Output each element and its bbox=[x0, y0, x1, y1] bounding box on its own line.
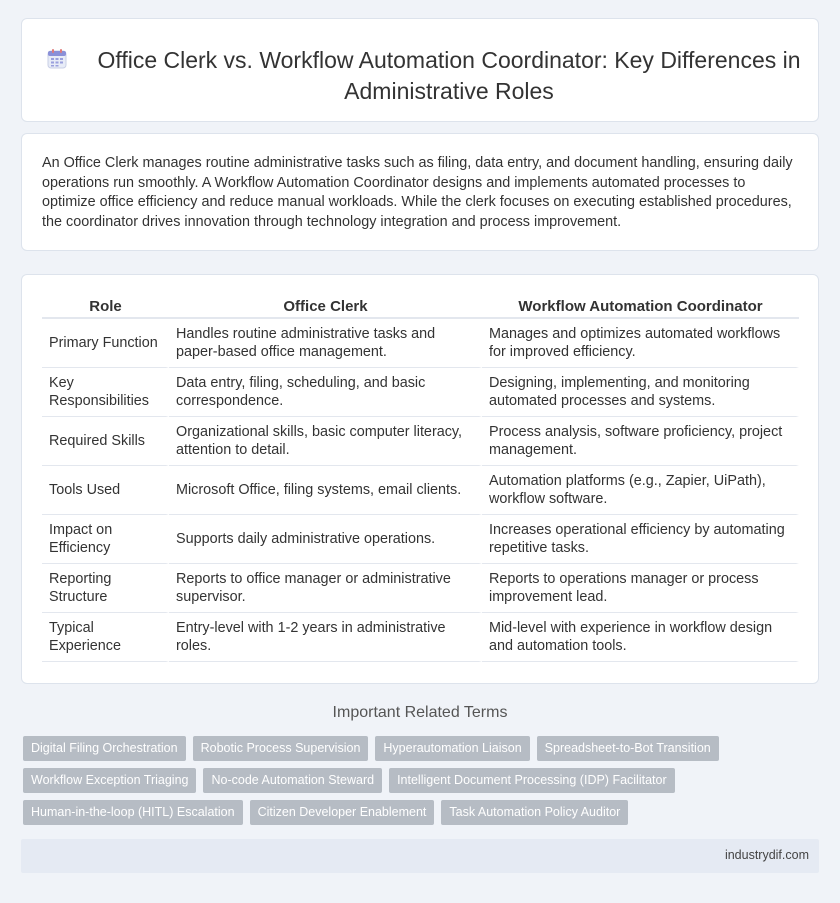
row-label: Impact on Efficiency bbox=[42, 515, 169, 564]
term-tag[interactable]: Hyperautomation Liaison bbox=[375, 736, 529, 761]
coordinator-cell: Increases operational efficiency by automating repetitive tasks. bbox=[482, 515, 799, 564]
term-tag[interactable]: Task Automation Policy Auditor bbox=[441, 800, 628, 825]
coordinator-cell: Automation platforms (e.g., Zapier, UiPath), workflow software. bbox=[482, 466, 799, 515]
term-tag[interactable]: Citizen Developer Enablement bbox=[250, 800, 435, 825]
term-tag[interactable]: Intelligent Document Processing (IDP) Facilitator bbox=[389, 768, 675, 793]
table-row bbox=[42, 613, 799, 662]
page-title: Office Clerk vs. Workflow Automation Coordinator: Key Differences in Administrative Roles bbox=[97, 47, 801, 104]
intro-paragraph: An Office Clerk manages routine administrative tasks such as filing, data entry, and document handling, ensuring daily operations run smoothly. A Workflow Automation Coordinator designs and implements automated processes to optimize office efficiency and reduce manual workloads. While the clerk focuses on executing established procedures, the coordinator drives innovation through technology integration and process improvement. bbox=[42, 155, 793, 230]
row-label: Typical Experience bbox=[42, 613, 169, 662]
coordinator-cell: Process analysis, software proficiency, project management. bbox=[482, 417, 799, 466]
header-office-clerk: Office Clerk bbox=[169, 295, 482, 319]
table-row bbox=[42, 319, 799, 368]
comparison-table bbox=[42, 295, 799, 662]
term-row bbox=[23, 736, 823, 761]
term-tag[interactable]: Human-in-the-loop (HITL) Escalation bbox=[23, 800, 243, 825]
clerk-cell: Microsoft Office, filing systems, email clients. bbox=[169, 466, 482, 515]
intro-card bbox=[21, 133, 819, 251]
term-tag[interactable]: Digital Filing Orchestration bbox=[23, 736, 186, 761]
term-tag[interactable]: Spreadsheet-to-Bot Transition bbox=[537, 736, 719, 761]
coordinator-cell: Reports to operations manager or process improvement lead. bbox=[482, 564, 799, 613]
term-tag[interactable]: Robotic Process Supervision bbox=[193, 736, 369, 761]
table-row bbox=[42, 466, 799, 515]
clerk-cell: Reports to office manager or administrative supervisor. bbox=[169, 564, 482, 613]
row-label: Tools Used bbox=[42, 466, 169, 515]
coordinator-cell: Mid-level with experience in workflow design and automation tools. bbox=[482, 613, 799, 662]
header-workflow-coordinator: Workflow Automation Coordinator bbox=[482, 295, 799, 319]
row-label: Reporting Structure bbox=[42, 564, 169, 613]
row-label: Key Responsibilities bbox=[42, 368, 169, 417]
footer bbox=[21, 839, 819, 873]
footer-site-link[interactable]: industrydif.com bbox=[724, 848, 809, 862]
table-row bbox=[42, 368, 799, 417]
clerk-cell: Organizational skills, basic computer literacy, attention to detail. bbox=[169, 417, 482, 466]
table-row bbox=[42, 564, 799, 613]
table-row bbox=[42, 515, 799, 564]
term-row bbox=[23, 768, 823, 793]
comparison-card bbox=[21, 274, 819, 684]
term-tag[interactable]: No-code Automation Steward bbox=[203, 768, 382, 793]
row-label: Required Skills bbox=[42, 417, 169, 466]
clerk-cell: Supports daily administrative operations. bbox=[169, 515, 482, 564]
clerk-cell: Entry-level with 1-2 years in administrative roles. bbox=[169, 613, 482, 662]
clerk-cell: Handles routine administrative tasks and paper-based office management. bbox=[169, 319, 482, 368]
related-terms-title: Important Related Terms bbox=[332, 704, 508, 721]
row-label: Primary Function bbox=[42, 319, 169, 368]
table-header-row bbox=[42, 295, 799, 319]
header-role: Role bbox=[42, 295, 169, 319]
related-terms bbox=[23, 736, 823, 832]
clerk-cell: Data entry, filing, scheduling, and basic correspondence. bbox=[169, 368, 482, 417]
header-card bbox=[21, 18, 819, 122]
table-row bbox=[42, 417, 799, 466]
coordinator-cell: Manages and optimizes automated workflows for improved efficiency. bbox=[482, 319, 799, 368]
term-tag[interactable]: Workflow Exception Triaging bbox=[23, 768, 196, 793]
term-row bbox=[23, 800, 823, 825]
coordinator-cell: Designing, implementing, and monitoring automated processes and systems. bbox=[482, 368, 799, 417]
